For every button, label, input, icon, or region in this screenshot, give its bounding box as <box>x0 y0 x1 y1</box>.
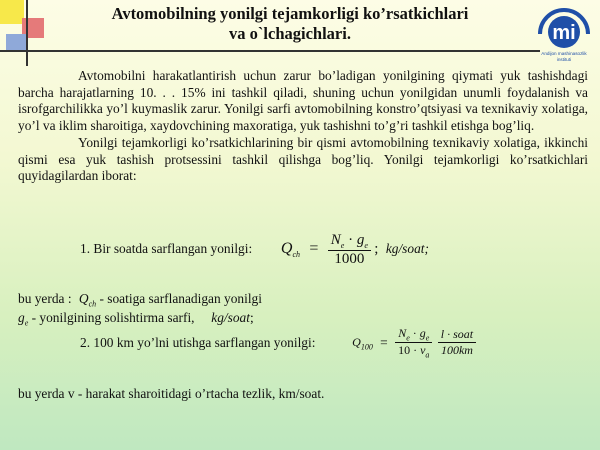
formula-2-row <box>80 326 476 360</box>
slide-title-line1: Avtomobilning yonilgi tejamkorligi ko’rsatkichlari <box>111 4 469 23</box>
formula-2-fraction-1: $\frac{N_e \cdot g_e}{10 \cdot v_a}$ <box>395 326 432 360</box>
definition-v: bu yerda v - harakat sharoitidagi o’rtacha tezlik, km/soat. <box>18 386 325 401</box>
formula-1-separator: ; <box>374 241 379 258</box>
formula-2-equals: = <box>380 334 388 350</box>
formula-1-fraction: $\frac{N_e \cdot g_e}{1000}$ <box>328 232 371 268</box>
formula-1-unit: kg/soat; <box>385 241 429 257</box>
institute-logo <box>532 4 596 64</box>
slide-title <box>40 4 540 44</box>
decor-vertical-line <box>26 0 28 66</box>
formula-2-label: 2. 100 km yo’lni utishga sarflangan yonilgi: <box>80 334 316 350</box>
formula-1-label: 1. Bir soatda sarflangan yonilgi: <box>80 241 253 257</box>
formula-2-fraction-2: $\frac{\text{l · soat}}{100km}$ <box>438 327 476 358</box>
formula-1-lhs: $Q_{ch}$ <box>280 240 301 260</box>
formula-2-lhs: $Q_{100}$ <box>352 334 373 352</box>
definition-g-e: $g_e$ - yonilgining solishtirma sarfi, kg/soat; <box>18 310 254 328</box>
formula-1-row <box>80 232 429 268</box>
title-underline <box>0 50 540 52</box>
body-text <box>18 68 588 185</box>
formula-1-equals: = <box>309 240 319 258</box>
decor-square-blue <box>6 34 28 50</box>
paragraph-2: Yonilgi tejamkorligi ko’rsatkichlarining bir qismi avtomobilning texnikaviy xolatiga, ikkinchi qismi esa yuk tashish protsessini tashkil qilishga bog’liq. Yonilgi tejamkorligi ko’rsatkichlari quyidagilardan iborat: <box>18 134 588 184</box>
logo-letters: mi <box>552 22 576 44</box>
logo-caption-line2: instituti <box>556 57 572 62</box>
slide-title-line2: va o`lchagichlari. <box>229 24 351 43</box>
decor-square-yellow <box>0 0 24 24</box>
logo-caption-line1: Andijon mashinasozlik <box>541 51 587 56</box>
definition-q-ch: bu yerda : $Q_{ch}$ - soatiga sarflanadigan yonilgi <box>18 291 262 309</box>
paragraph-1: Avtomobilni harakatlantirish uchun zarur bo’ladigan yonilgining qiymati yuk tashishdagi barcha harajatlarning 10. . . 15% ini tashkil qiladi, shuning uchun yonilgidan unumli foydalanish va isrofgarchilikka yo’l kuymaslik zarur. Yonilgi sarfi avtomobilning konstro’qtsiyasi va texnikaviy xolatiga, yo’l va iklim sharoitiga, xaydovchining maxoratiga, yuk tashishni to’g’ri tashkil etishga bog’liq. <box>18 68 588 134</box>
